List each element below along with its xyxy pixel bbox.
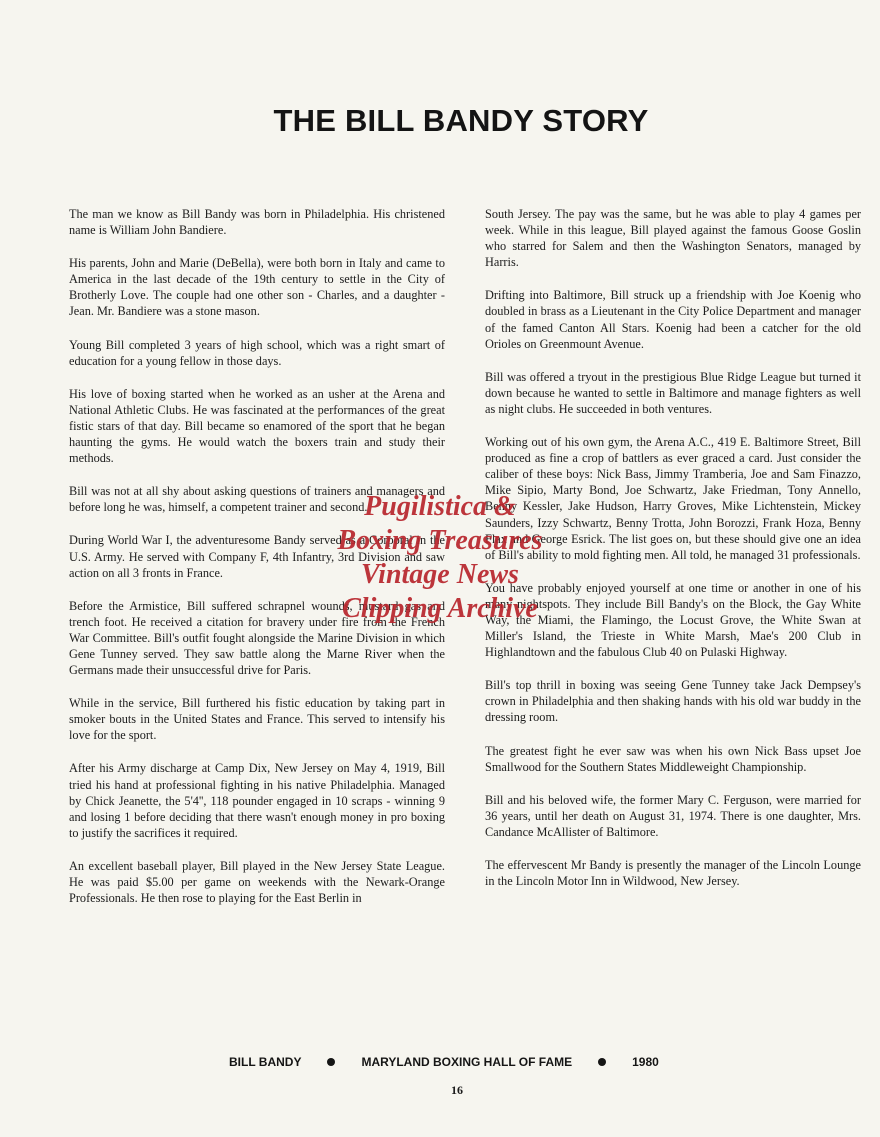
paragraph: Drifting into Baltimore, Bill struck up a friendship with Joe Koenig who doubled in brass as a Lieutenant in the City Police Department and manager of the famed Canton All Stars. Koenig had been a catcher for the old Orioles on Greenmount Avenue. bbox=[485, 288, 861, 351]
paragraph: His parents, John and Marie (DeBella), were both born in Italy and came to America in the last decade of the 19th century to settle in the City of Brotherly Love. The couple had one other son - Charles, and a daughter - Jean. Mr. Bandiere was a stone mason. bbox=[69, 256, 445, 319]
paragraph: Young Bill completed 3 years of high school, which was a right smart of education for a young fellow in those days. bbox=[69, 337, 445, 368]
paragraph: Bill was not at all shy about asking questions of trainers and managers and before long he was, himself, a competent trainer and second. bbox=[69, 484, 445, 515]
paragraph: His love of boxing started when he worked as an usher at the Arena and National Athletic Clubs. He was fascinated at the performances of the great fistic stars of that day. Bill became so enamored of the sport that he began haunting the gyms. He would watch the boxers train and study their methods. bbox=[69, 386, 445, 466]
watermark-line: Pugilistica & bbox=[364, 491, 516, 522]
watermark-line: Vintage News bbox=[361, 559, 519, 590]
paragraph: The greatest fight he ever saw was when his own Nick Bass upset Joe Smallwood for the Southern States Middleweight Championship. bbox=[485, 743, 861, 774]
paragraph: You have probably enjoyed yourself at one time or another in one of his many nightspots. They include Bill Bandy's on the Block, the Gay White Way, the Miami, the Flamingo, the Locust Grove, the White Swan at Miller's Island, the Trieste in White Marsh, Mae's 200 Club in Highlandtown and the fabulous Club 40 on Pulaski Highway. bbox=[485, 580, 861, 660]
footer bbox=[229, 1055, 699, 1069]
paragraph: South Jersey. The pay was the same, but he was able to play 4 games per week. While in this league, Bill played against the famous Goose Goslin who starred for Salem and then the Washington Senators, managed by Harris. bbox=[485, 207, 861, 270]
left-column bbox=[69, 206, 445, 923]
paragraph: While in the service, Bill furthered his fistic education by taking part in smoker bouts in the United States and France. This served to intensify his love for the sport. bbox=[69, 696, 445, 743]
paragraph: During World War I, the adventuresome Bandy served as a Corporal in the U.S. Army. He served with Company F, 4th Infantry, 3rd Division and saw action on all 3 fronts in France. bbox=[69, 533, 445, 580]
watermark-line: Clipping Archive bbox=[342, 593, 538, 624]
right-column bbox=[485, 206, 861, 906]
footer-hall: MARYLAND BOXING HALL OF FAME bbox=[361, 1055, 573, 1069]
footer-year: 1980 bbox=[632, 1055, 659, 1069]
bullet-icon bbox=[598, 1058, 606, 1066]
page-number: 16 bbox=[451, 1083, 463, 1097]
paragraph: An excellent baseball player, Bill played in the New Jersey State League. He was paid $5.00 per game on weekends with the Newark-Orange Professionals. He then rose to playing for the East Berlin in bbox=[69, 858, 445, 906]
paragraph: Bill and his beloved wife, the former Mary C. Ferguson, were married for 36 years, until her death on August 31, 1974. There is one daughter, Mrs. Candance McAllister of Baltimore. bbox=[485, 792, 861, 839]
page-title: THE BILL BANDY STORY bbox=[273, 103, 649, 138]
paragraph: Bill's top thrill in boxing was seeing Gene Tunney take Jack Dempsey's crown in Philadelphia and then shaking hands with his old war buddy in the dressing room. bbox=[485, 678, 861, 725]
paragraph: The effervescent Mr Bandy is presently the manager of the Lincoln Lounge in the Lincoln Motor Inn in Wildwood, New Jersey. bbox=[485, 858, 861, 889]
paragraph: After his Army discharge at Camp Dix, New Jersey on May 4, 1919, Bill tried his hand at professional fighting in his native Philadelphia. Managed by Chick Jeanette, the 5'4'', 118 pounder engaged in 10 scraps - winning 9 and losing 1 before deciding that there wasn't enough money in pro boxing to justify the sacrifices it required. bbox=[69, 761, 445, 840]
paragraph: The man we know as Bill Bandy was born in Philadelphia. His christened name is William John Bandiere. bbox=[69, 207, 445, 238]
watermark-line: Boxing Treasures bbox=[337, 525, 543, 556]
paragraph: Bill was offered a tryout in the prestigious Blue Ridge League but turned it down because he wanted to settle in Baltimore and manage fighters as well as night clubs. He succeeded in both ventures. bbox=[485, 369, 861, 416]
bullet-icon bbox=[327, 1058, 335, 1066]
footer-name: BILL BANDY bbox=[229, 1055, 302, 1069]
paragraph: Working out of his own gym, the Arena A.C., 419 E. Baltimore Street, Bill produced as fine a crop of battlers as ever graced a card. Just consider the caliber of these boys: Nick Bass, Jimmy Tramberia, Joe and Sam Finazzo, Mike Sipio, Marty Bond, Joe Schwartz, Jake Friedman, Tony Annello, Benny Kessler, Jake Hudson, Harry Groves, Mike Lichtenstein, Mickey Saunders, Izzy Schwartz, Benny Trotta, John Borozzi, Frank Hoza, Benny Flax and George Esrick. The list goes on, but these should give one an idea of Bill's ability to mold fighting men. All told, he managed 31 professionals. bbox=[485, 435, 861, 562]
paragraph: Before the Armistice, Bill suffered schrapnel wounds, mustard gas and trench foot. He received a citation for bravery under fire from the French War Committee. Bill's outfit fought alongside the Marine Division in which Gene Tunney served. They saw battle along the Marne River when the Germans made their unsuccessful drive for Paris. bbox=[69, 598, 445, 678]
